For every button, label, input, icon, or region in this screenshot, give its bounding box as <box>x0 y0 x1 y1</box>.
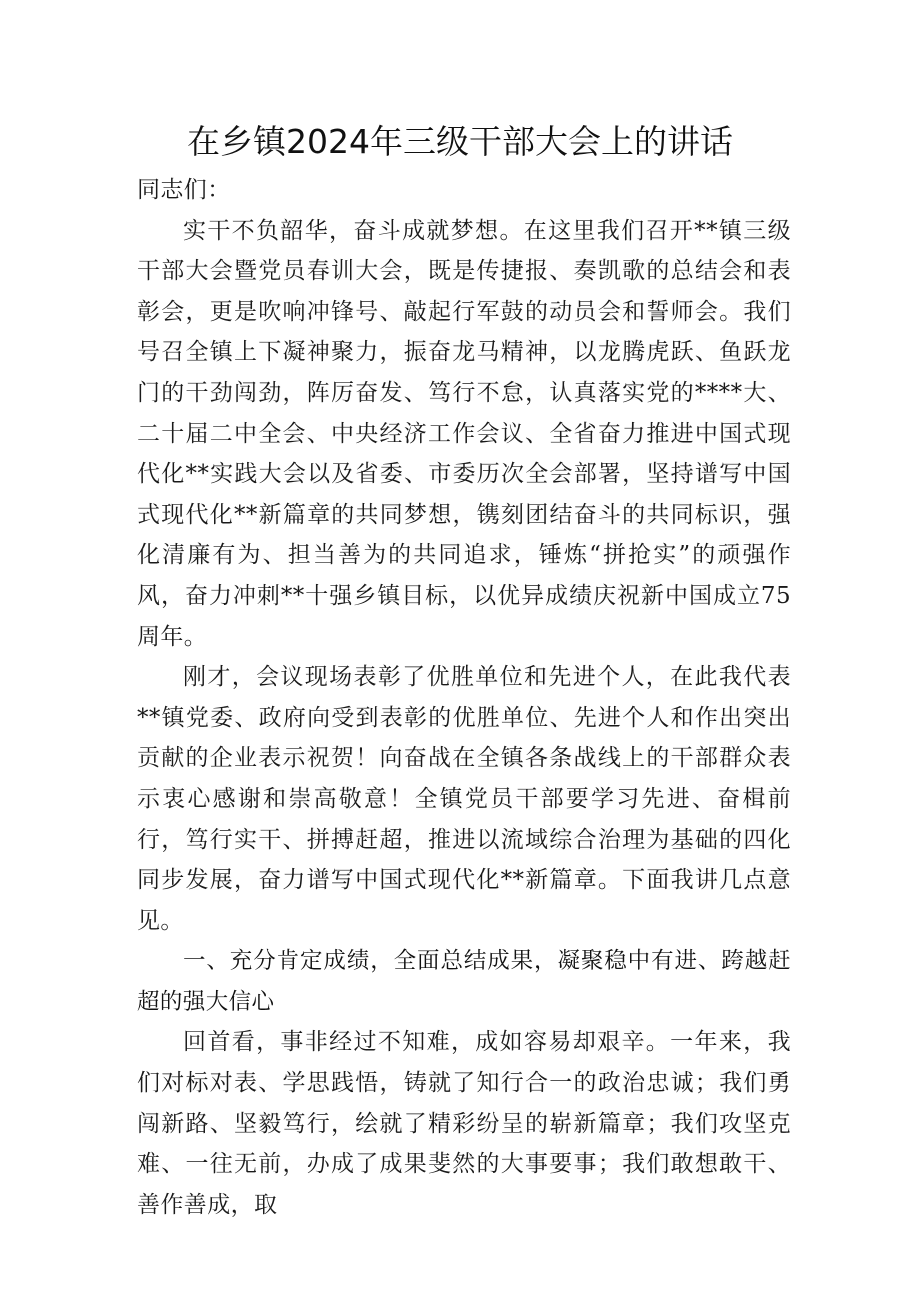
document-title: 在乡镇2024年三级干部大会上的讲话 <box>187 122 733 161</box>
salutation: 同志们： <box>137 177 231 203</box>
section-paragraph: 回首看，事非经过不知难，成如容易却艰辛。一年来，我们对标对表、学思践悟，铸就了知行合一的政治忠诚；我们勇闯新路、坚毅笃行，绘就了精彩纷呈的崭新篇章；我们攻坚克难、一往无前，办成了成果斐然的大事要事；我们敢想敢干、善作善成，取 <box>137 1029 791 1218</box>
section-heading: 一、充分肯定成绩，全面总结成果，凝聚稳中有进、跨越赶超的强大信心 <box>137 948 791 1015</box>
paragraph-opening: 实干不负韶华，奋斗成就梦想。在这里我们召开**镇三级干部大会暨党员春训大会，既是传捷报、奏凯歌的总结会和表彰会，更是吹响冲锋号、敲起行军鼓的动员会和誓师会。我们号召全镇上下凝神聚力，振奋龙马精神，以龙腾虎跃、鱼跃龙门的干劲闯劲，阵厉奋发、笃行不怠，认真落实党的****大、二十届二中全会、中央经济工作会议、全省奋力推进中国式现代化**实践大会以及省委、市委历次全会部署，坚持谱写中国式现代化**新篇章的共同梦想，镌刻团结奋斗的共同标识，强化清廉有为、担当善为的共同追求，锤炼“拼抢实”的顽强作风，奋力冲刺**十强乡镇目标，以优异成绩庆祝新中国成立75周年。 <box>137 217 791 650</box>
paragraph-commendation: 刚才，会议现场表彰了优胜单位和先进个人，在此我代表**镇党委、政府向受到表彰的优胜单位、先进个人和作出突出贡献的企业表示祝贺！向奋战在全镇各条战线上的干部群众表示衷心感谢和崇高敬意！全镇党员干部要学习先进、奋楫前行，笃行实干、拼搏赶超，推进以流域综合治理为基础的四化同步发展，奋力谱写中国式现代化**新篇章。下面我讲几点意见。 <box>137 664 791 934</box>
document-body <box>137 170 791 1225</box>
